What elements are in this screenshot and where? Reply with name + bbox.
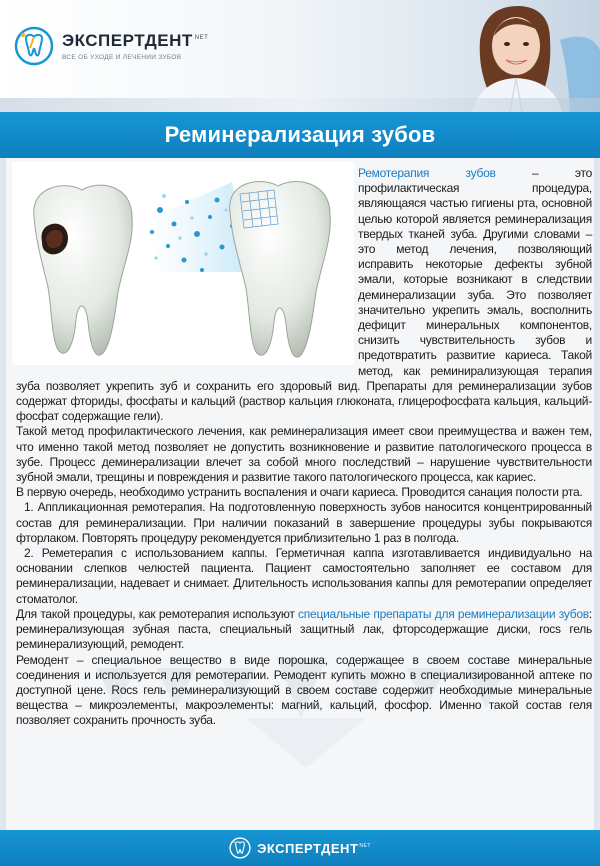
brand-suffix: NET — [194, 35, 209, 42]
tooth-logo-icon — [14, 26, 54, 66]
preparations-text-b: : реминерализующая зубная паста, специальный защитный лак, фторсодержащие диски, rocs гель реминерализующий, ремодент. — [16, 606, 592, 652]
preparations-link[interactable]: специальные препараты для реминерализации зубов — [298, 606, 589, 621]
footer-brand-suffix: NET — [359, 843, 371, 850]
site-footer — [0, 830, 600, 866]
title-bar — [0, 112, 600, 158]
paragraph-first-step: В первую очередь, необходимо устранить воспаления и очаги кариеса. Проводится санация полости рта. — [16, 485, 583, 500]
list-item-mouthguard: 2. Реметерапия с использованием каппы. Герметичная каппа изготавливается индивидуально на основании слепков челюстей пациента. Пациент самостоятельно заполняет ее составом для реминерализации, надевает и снимает. Длительность использования каппы для ремотерапии определяет стоматолог. — [16, 546, 592, 606]
tooth-logo-icon — [229, 837, 251, 859]
content-panel — [6, 158, 594, 830]
brand-tagline: ВСЕ ОБ УХОДЕ И ЛЕЧЕНИИ ЗУБОВ — [62, 54, 182, 61]
paragraph-remodent: Ремодент – специальное вещество в виде порошка, содержащее в своем составе минеральные соединения и используется для ремотерапии. Ремодент купить можно в специализированной аптеке по доступной цене. Rocs гель реминерализующий в своем составе содержит необходимые минеральные вещества – микроэлементы, макроэлементы: магний, кальций, фосфор. Именно такой состав геля позволяет сохранить прочность зуба. — [16, 652, 592, 728]
article-body — [16, 166, 592, 729]
list-item-application: 1. Аппликационная ремотерапия. На подготовленную поверхность зубов наносится концентрированный состав для реминерализации. При наличии показаний в завершение процедуры зубы покрываются фторлаком. Повторять процедуру рекомендуется приблизительно 1 раз в полгода. — [16, 500, 592, 545]
brand-name: ЭКСПЕРТДЕНТ $^{NET}$ — [62, 31, 209, 50]
page-title: Реминерализация зубов — [164, 122, 436, 147]
footer-brand[interactable]: $ЭКСПЕРТДЕНТ^{NET}$ — [257, 840, 371, 856]
dentist-photo — [450, 0, 600, 112]
paragraph-advantages: Такой метод профилактического лечения, как реминерализация имеет свои преимущества и важен тем, что именно такой метод позволяет не допустить возникновение и развитие патологического процесса в зубе. Процесс деминерализации влечет за собой много последствий – нарушение чувствительности зубной эмали, трещины и повреждения и развитие такого патологического процесса, как кариес. — [16, 424, 592, 485]
preparations-text-a: Для такой процедуры, как ремотерапия используют — [16, 606, 299, 621]
intro-text: – это профилактическая процедура, являющаяся частью гигиены рта, основной целью которой является реминерализация твердых тканей зуба. Другими словами – это метод лечения, позволяющий исправить некоторые дефекты зубной эмали, которые возникают в следствии деминерализации зуба. Это позволяет значительно укрепить эмаль, восполнить дефицит минеральных компонентов, снизить чувствительность зубов и предотвратить развитие кариеса. Такой метод, как реминирализующая терапия зуба позволяет укрепить зуб и сохранить его здоровый вид. Препараты для реминерализации зубов содержат фториды, фосфаты и кальций (раствор кальция глюконата, глицерофосфата кальция, кальций-фосфат содержащие гели). — [16, 166, 592, 424]
image-spacer — [16, 166, 358, 378]
site-header — [0, 0, 600, 112]
site-logo[interactable] — [14, 26, 208, 66]
paragraph-preparations — [16, 607, 592, 653]
header-divider — [0, 98, 600, 112]
remotherapy-link[interactable]: Ремотерапия зубов — [358, 166, 496, 180]
